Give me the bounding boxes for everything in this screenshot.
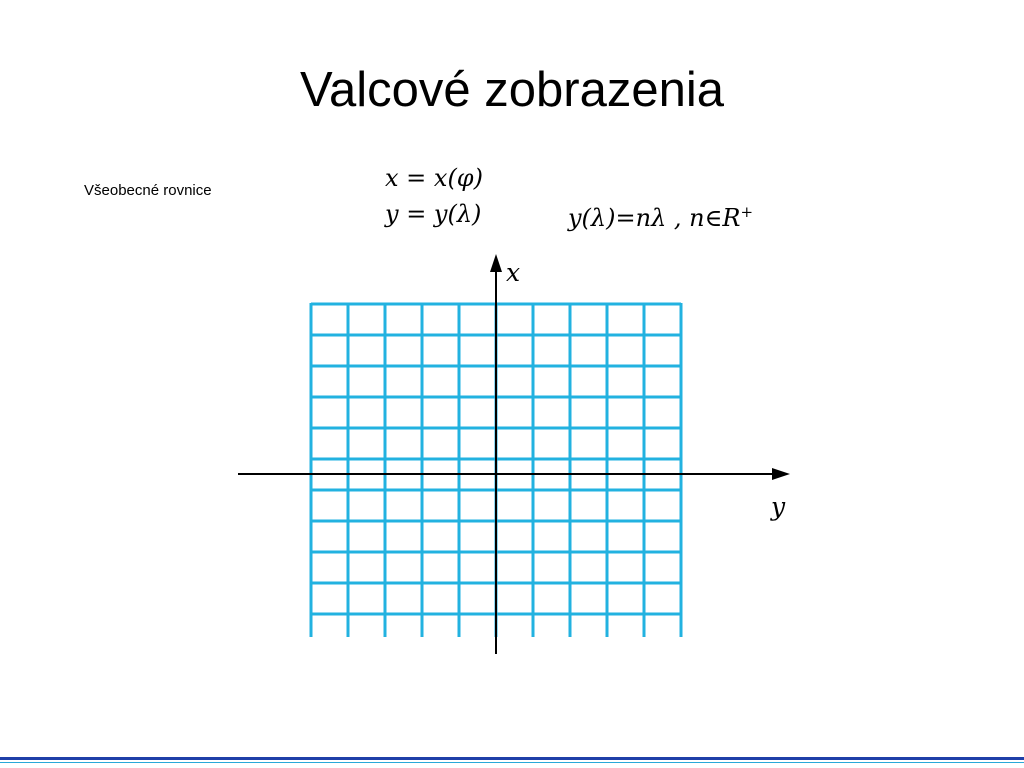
y-axis xyxy=(238,468,790,480)
equation-superscript: + xyxy=(740,203,754,221)
page-title: Valcové zobrazenia xyxy=(299,63,724,117)
equation-y-of-lambda: y = y(λ) xyxy=(385,200,482,228)
axis-label-y: y xyxy=(771,492,786,521)
axis-label-x: x xyxy=(506,258,521,287)
cylindrical-projection-diagram xyxy=(0,240,1024,670)
x-axis xyxy=(490,254,502,654)
equation-main-text: y(λ)=nλ , n∈R xyxy=(568,204,741,232)
equation-x-of-phi: x = x(φ) xyxy=(385,164,483,192)
footer-divider-secondary xyxy=(0,762,1024,763)
y-axis-arrowhead xyxy=(772,468,790,480)
footer-divider xyxy=(0,757,1024,760)
caption-general-equations: Všeobecné rovnice xyxy=(84,182,212,199)
x-axis-arrowhead xyxy=(490,254,502,272)
equation-y-lambda-n-lambda xyxy=(568,203,753,232)
